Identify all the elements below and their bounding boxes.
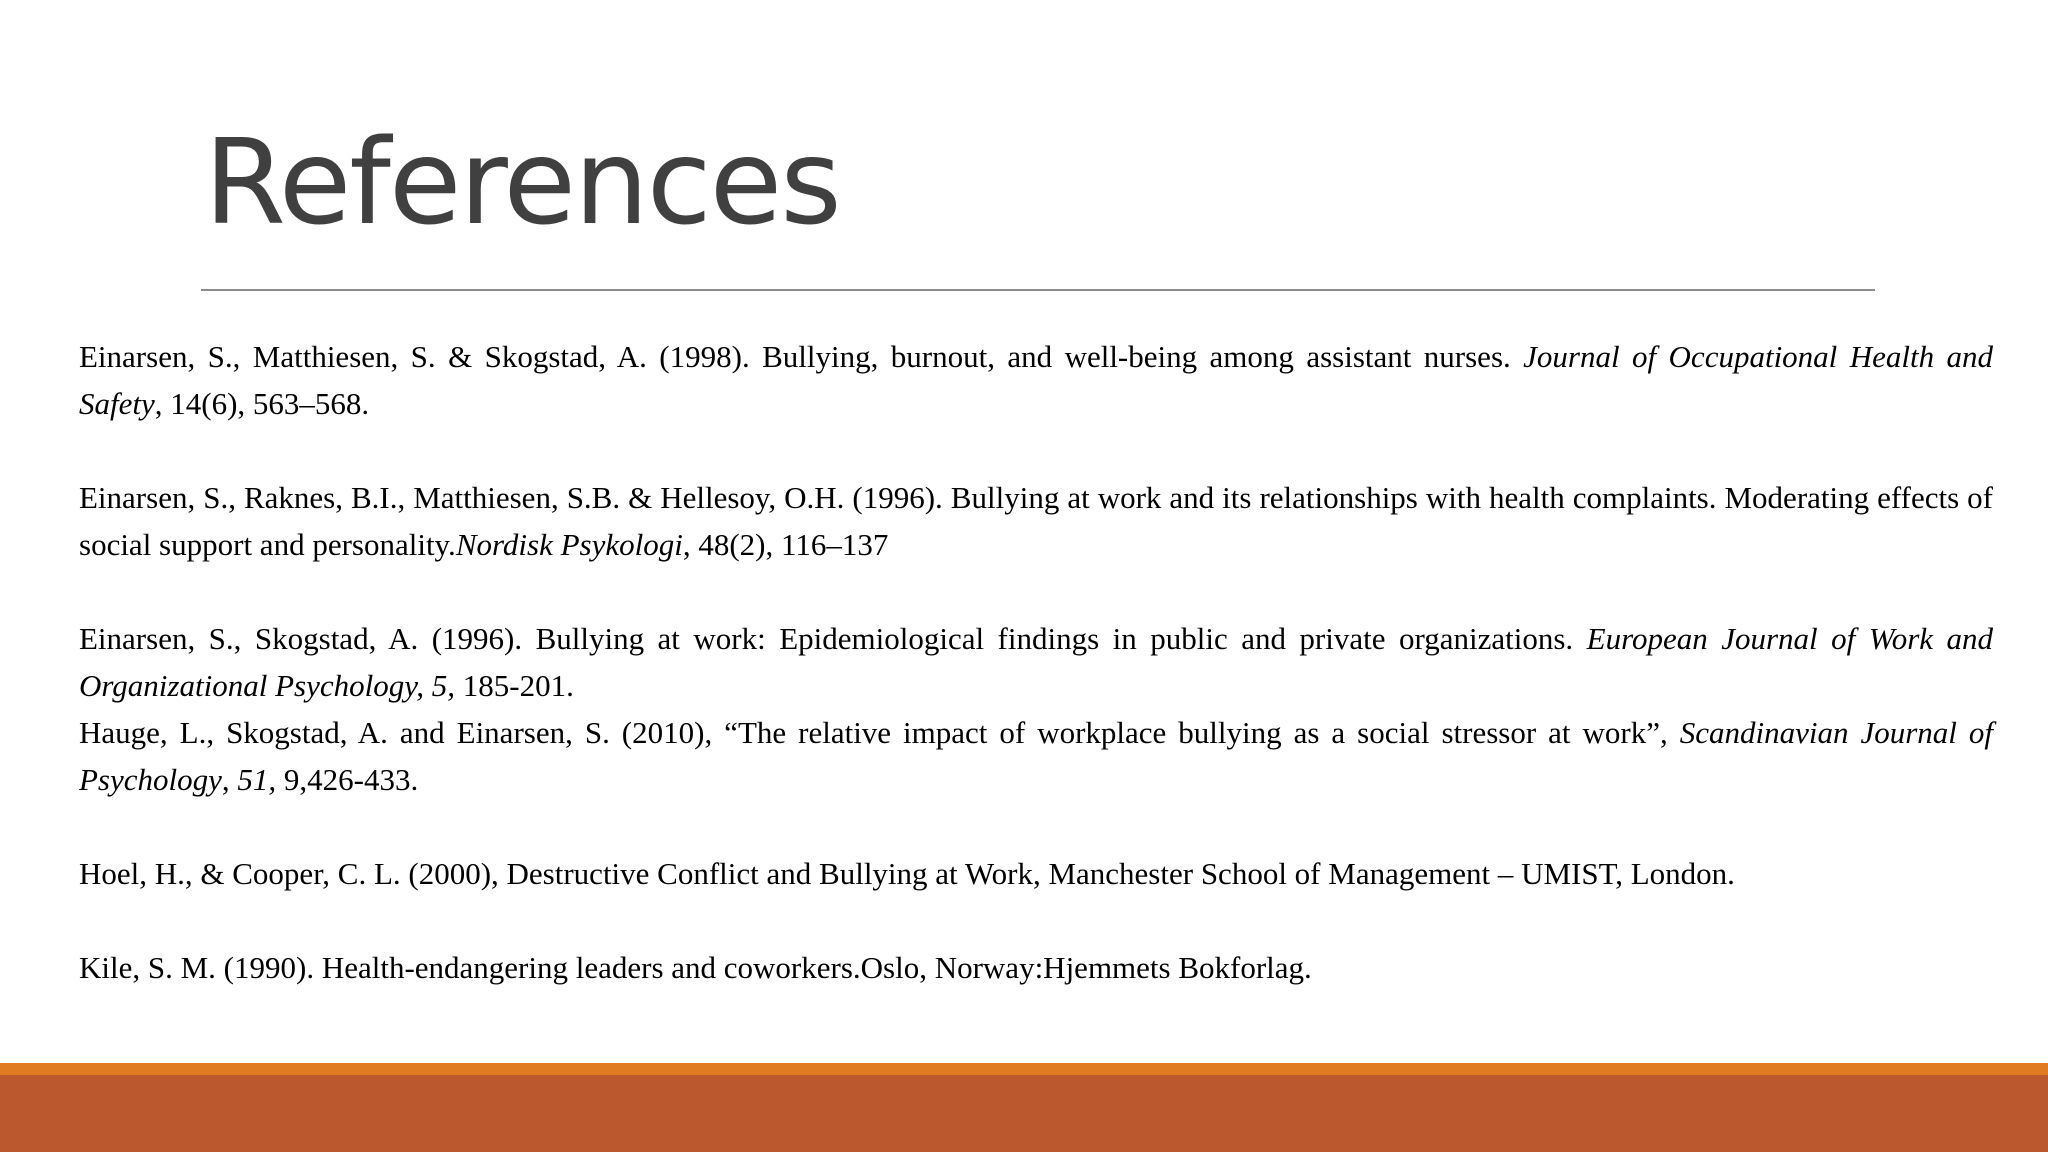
reference-details: , 48(2), 116–137 <box>682 527 889 562</box>
reference-item <box>79 615 1993 709</box>
reference-item <box>79 944 1993 991</box>
reference-journal: Scandinavian Journal of Psychology <box>79 715 1993 797</box>
reference-separator: , <box>221 762 238 797</box>
reference-journal: European Journal of Work and Organizational Psychology, 5, <box>79 621 1993 703</box>
title-divider <box>201 289 1875 291</box>
reference-item <box>79 709 1993 803</box>
slide-title: References <box>204 113 840 251</box>
reference-details: , 14(6), 563–568. <box>154 386 370 421</box>
reference-list <box>79 333 1993 991</box>
reference-text: Kile, S. M. (1990). Health-endangering leaders and coworkers.Oslo, Norway:Hjemmets Bokforlag. <box>79 950 1312 985</box>
reference-journal: Journal of Occupational Health and Safety <box>79 339 1993 421</box>
footer-bar <box>0 1075 2048 1152</box>
reference-volume: 51, <box>237 762 277 797</box>
reference-text: Hoel, H., & Cooper, C. L. (2000), Destructive Conflict and Bullying at Work, Manchester School of Management – UMIST, London. <box>79 856 1735 891</box>
reference-authors: Einarsen, S., Raknes, B.I., Matthiesen, S.B. & Hellesoy, O.H. (1996). Bullying at work and its relationships with health complaints. Moderating effects of social support and personality. <box>79 480 1993 562</box>
reference-item <box>79 333 1993 427</box>
footer-accent-bar <box>0 1063 2048 1075</box>
reference-item <box>79 850 1993 897</box>
reference-authors: Hauge, L., Skogstad, A. and Einarsen, S. (2010), “The relative impact of workplace bullying as a social stressor at work”, <box>79 715 1680 750</box>
reference-details: 9,426-433. <box>276 762 419 797</box>
reference-authors: Einarsen, S., Matthiesen, S. & Skogstad, A. (1998). Bullying, burnout, and well-being among assistant nurses. <box>79 339 1524 374</box>
reference-details: 185-201. <box>455 668 574 703</box>
reference-journal: Nordisk Psykologi <box>455 527 683 562</box>
reference-authors: Einarsen, S., Skogstad, A. (1996). Bullying at work: Epidemiological findings in public and private organizations. <box>79 621 1587 656</box>
reference-item <box>79 474 1993 568</box>
